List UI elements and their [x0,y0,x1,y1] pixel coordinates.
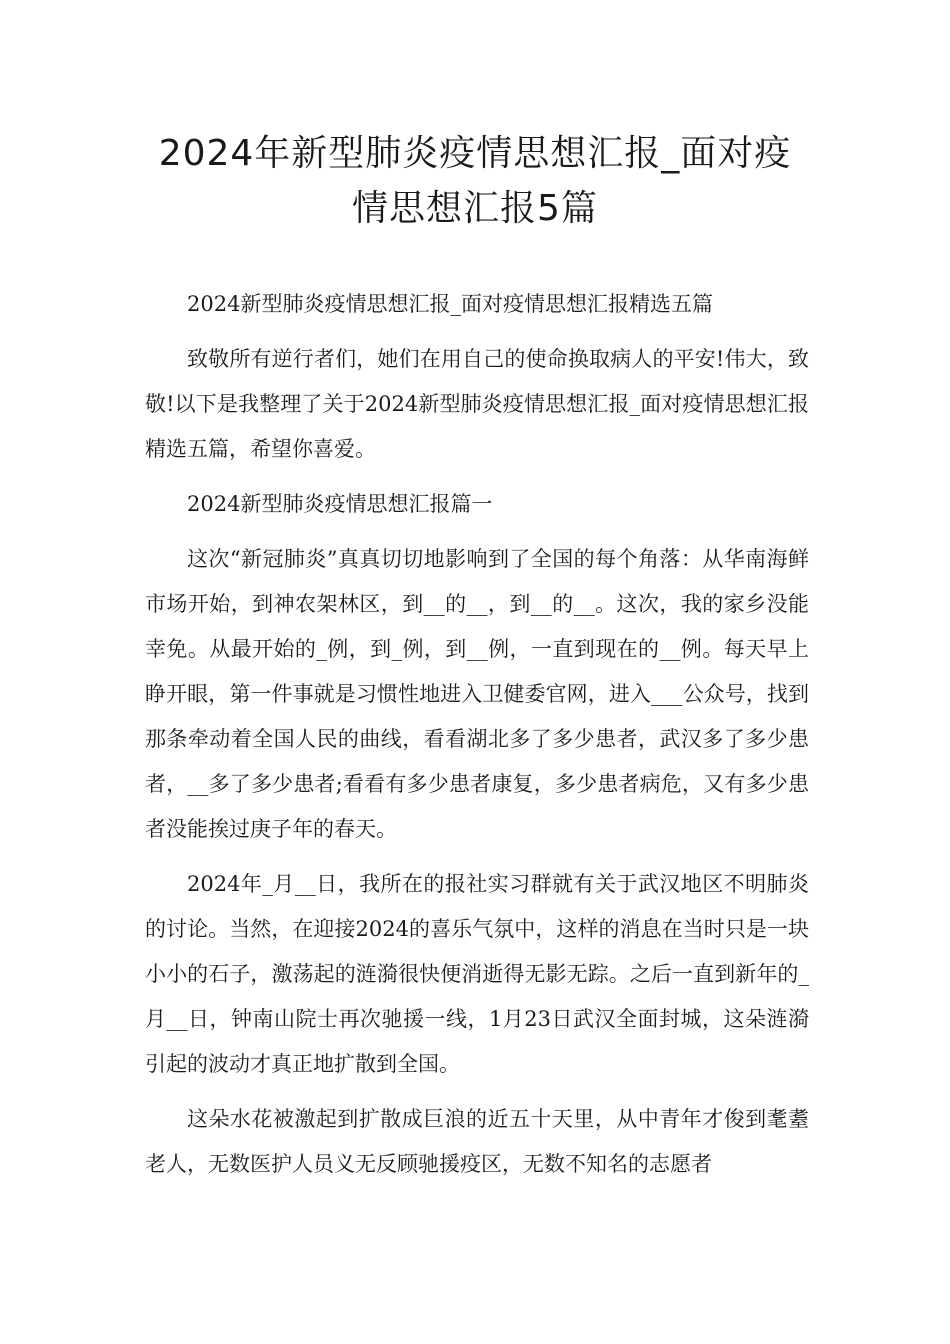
document-body [145,282,809,1197]
paragraph-subtitle: 2024新型肺炎疫情思想汇报_面对疫情思想汇报精选五篇 [187,292,713,316]
paragraph-body-1: 这次“新冠肺炎”真真切切地影响到了全国的每个角落：从华南海鲜市场开始，到神农架林区，到__的__，到__的__。这次，我的家乡没能幸免。从最开始的_例，到_例，到__例，一直到现在的__例。每天早上睁开眼，第一件事就是习惯性地进入卫健委官网，进入___公众号，找到那条牵动着全国人民的曲线，看看湖北多了多少患者，武汉多了多少患者，__多了多少患者;看看有多少患者康复，多少患者病危，又有多少患者没能挨过庚子年的春天。 [145,547,809,841]
title-line-2: 情思想汇报5篇 [352,188,598,229]
title-line-1: 2024年新型肺炎疫情思想汇报_面对疫 [158,133,792,174]
paragraph-body-3: 这朵水花被激起到扩散成巨浪的近五十天里，从中青年才俊到耄耋老人，无数医护人员义无反顾驰援疫区，无数不知名的志愿者 [145,1107,809,1176]
paragraph-intro: 致敬所有逆行者们，她们在用自己的使命换取病人的平安!伟大，致敬!以下是我整理了关于2024新型肺炎疫情思想汇报_面对疫情思想汇报精选五篇，希望你喜爱。 [145,347,809,461]
paragraph-body-2: 2024年_月__日，我所在的报社实习群就有关于武汉地区不明肺炎的讨论。当然，在迎接2024的喜乐气氛中，这样的消息在当时只是一块小小的石子，激荡起的涟漪很快便消逝得无影无踪。之后一直到新年的_月__日，钟南山院士再次驰援一线，1月23日武汉全面封城，这朵涟漪引起的波动才真正地扩散到全国。 [145,872,809,1076]
paragraph-section-heading: 2024新型肺炎疫情思想汇报篇一 [187,492,493,516]
document-title [120,126,830,236]
